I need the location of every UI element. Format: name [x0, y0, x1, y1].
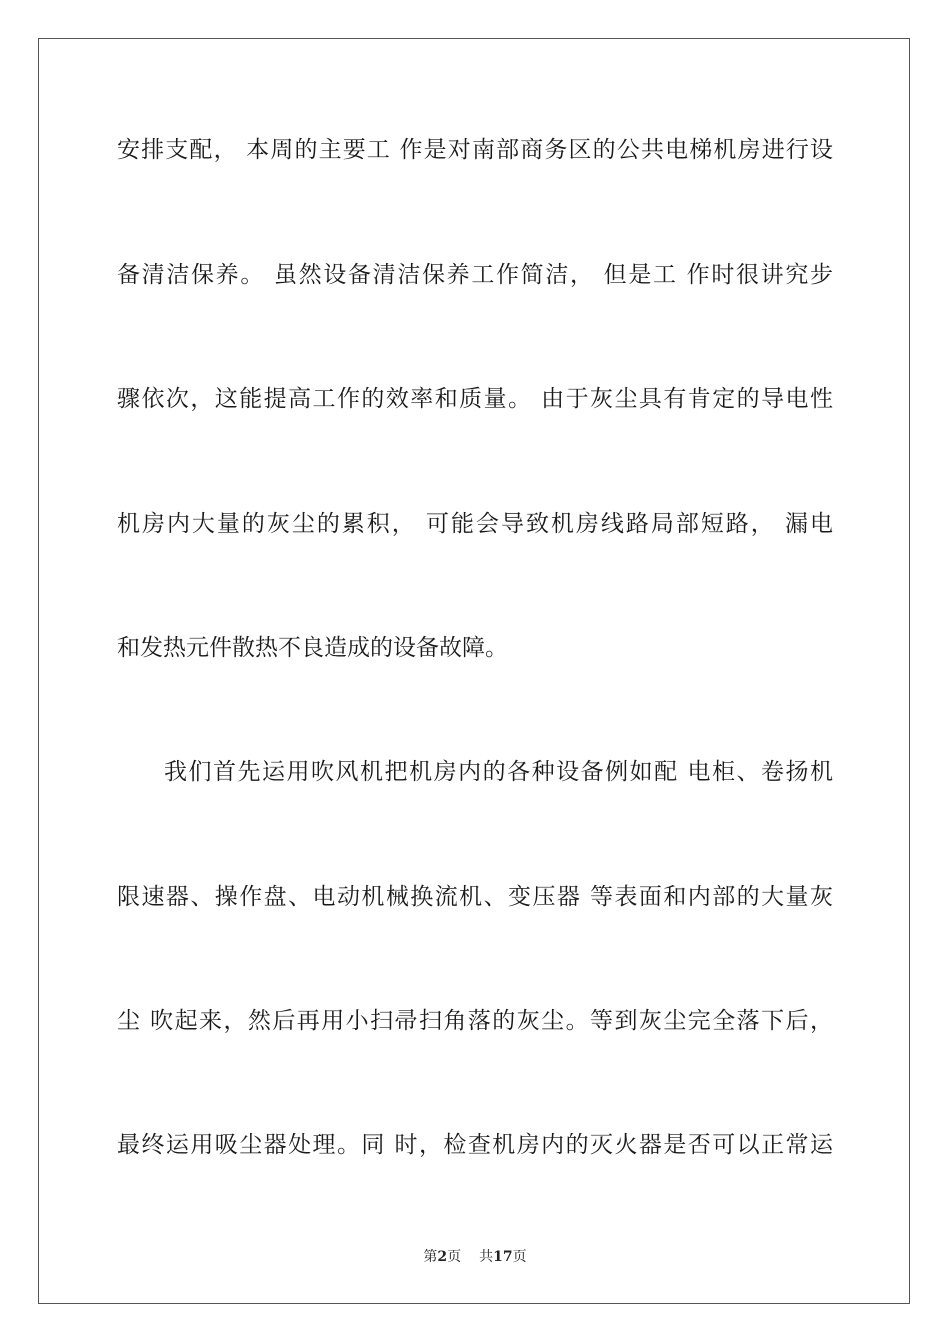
body-line-7: 限速器、操作盘、电动机械换流机、变压器 等表面和内部的大量灰 — [117, 884, 833, 910]
body-line-1: 安排支配， 本周的主要工 作是对南部商务区的公共电梯机房进行设 — [117, 137, 833, 163]
footer-page-suffix: 页 — [447, 1249, 462, 1265]
body-line-8: 尘 吹起来，然后再用小扫帚扫角落的灰尘。等到灰尘完全落下后， — [117, 1008, 833, 1034]
body-line-3: 骤依次，这能提高工作的效率和质量。 由于灰尘具有肯定的导电性 — [117, 386, 833, 412]
page-footer — [0, 1248, 950, 1266]
page-border — [38, 38, 910, 1304]
body-line-5: 和发热元件散热不良造成的设备故障。 — [117, 635, 508, 661]
footer-total-prefix: 共 — [479, 1249, 494, 1265]
body-line-9: 最终运用吸尘器处理。同 时，检查机房内的灭火器是否可以正常运 — [117, 1132, 833, 1158]
body-line-2: 备清洁保养。 虽然设备清洁保养工作简洁， 但是工 作时很讲究步 — [117, 262, 833, 288]
body-line-4: 机房内大量的灰尘的累积， 可能会导致机房线路局部短路， 漏电 — [117, 511, 833, 537]
footer-page-number: 2 — [437, 1249, 448, 1265]
footer-total-pages: 17 — [493, 1249, 513, 1265]
body-line-6: 我们首先运用吹风机把机房内的各种设备例如配 电柜、卷扬机 — [164, 759, 833, 785]
footer-page-prefix: 第 — [423, 1249, 438, 1265]
footer-total-suffix: 页 — [512, 1249, 527, 1265]
